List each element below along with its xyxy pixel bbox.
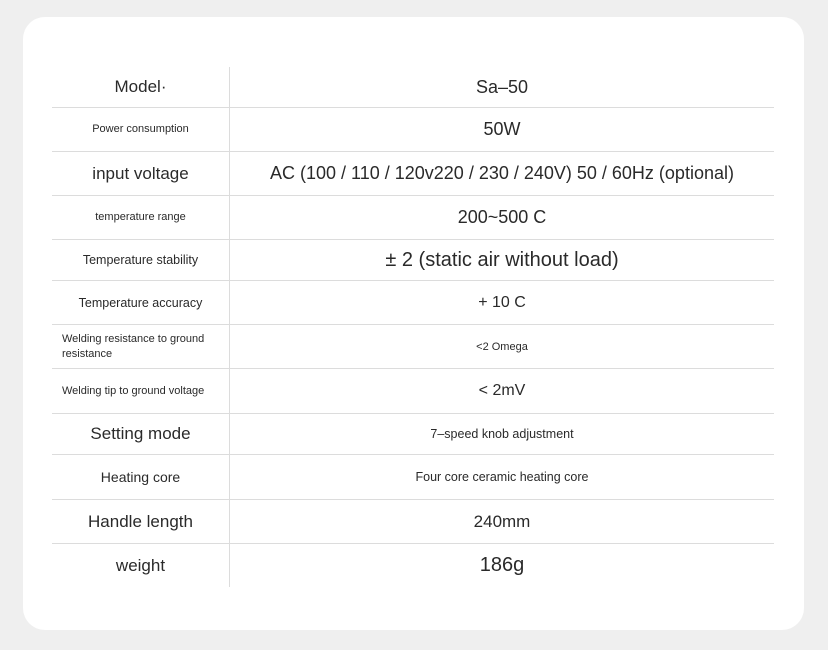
spec-label: Welding tip to ground voltage — [52, 369, 230, 413]
spec-value: AC (100 / 110 / 120v220 / 230 / 240V) 50 / 60Hz (optional) — [270, 163, 734, 183]
spec-value: < 2mV — [478, 382, 526, 399]
spec-row-temp-accuracy — [52, 281, 774, 325]
spec-label: Welding resistance to ground resistance — [52, 325, 230, 368]
spec-value: <2 Omega — [476, 340, 528, 353]
spec-row-handle-length — [52, 500, 774, 544]
spec-label: input voltage — [52, 152, 230, 195]
spec-label: Handle length — [52, 500, 230, 543]
spec-row-ground-voltage — [52, 369, 774, 414]
spec-value: ± 2 (static air without load) — [385, 248, 619, 271]
spec-label: Heating core — [52, 455, 230, 499]
spec-label: Temperature accuracy — [52, 281, 230, 324]
spec-label: Temperature stability — [52, 240, 230, 280]
spec-value: Four core ceramic heating core — [415, 470, 589, 484]
spec-value: + 10 C — [478, 293, 526, 311]
spec-label: weight — [52, 544, 230, 587]
spec-value: 240mm — [473, 511, 531, 531]
spec-label: Model· — [52, 67, 230, 107]
spec-row-ground-resistance — [52, 325, 774, 369]
spec-row-temp-range — [52, 196, 774, 240]
spec-row-setting-mode — [52, 414, 774, 455]
spec-value: 50W — [483, 119, 521, 139]
spec-row-weight — [52, 544, 774, 587]
spec-row-power — [52, 108, 774, 152]
spec-row-heating-core — [52, 455, 774, 500]
spec-value: 7–speed knob adjustment — [430, 427, 574, 441]
spec-value: 186g — [479, 554, 525, 576]
spec-value: Sa–50 — [475, 76, 529, 97]
spec-row-model — [52, 67, 774, 108]
spec-table — [52, 67, 774, 587]
spec-label: Power consumption — [52, 108, 230, 151]
spec-value: 200~500 C — [457, 207, 547, 227]
spec-label: temperature range — [52, 196, 230, 239]
spec-label: Setting mode — [52, 414, 230, 454]
spec-row-temp-stability — [52, 240, 774, 281]
spec-row-voltage — [52, 152, 774, 196]
